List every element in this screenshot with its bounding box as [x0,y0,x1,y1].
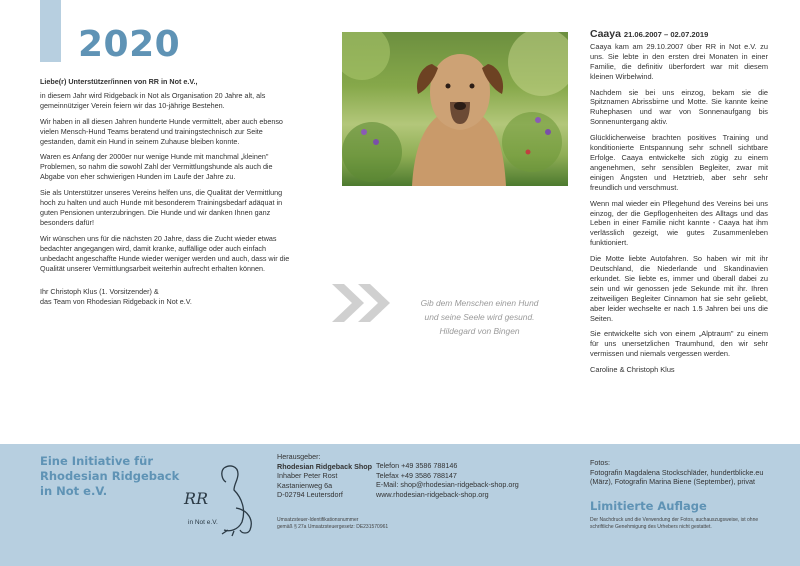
intro-paragraph: Wir wünschen uns für die nächsten 20 Jahre, dass die Zucht wieder etwas bedachter angegangen wird, damit kranke, auffällige oder auch einfach unbedacht angeschaffte Hunde wieder weniger werden und auch, dass wir die Qualität unserer Vermittlungsarbeit weiterhin aufrecht erhalten können. [40,233,290,273]
story-paragraph: Sie entwickelte sich von einem „Alptraum" zu einem für uns unersetzlichen Traumhund, den wir sehr vermissen und niemals vergessen werden. [590,329,768,359]
quote-author: Hildegard von Bingen [439,326,520,336]
publisher-owner: Inhaber Peter Rost [277,471,338,480]
dog-photo [342,32,568,186]
svg-text:RR: RR [184,489,209,508]
quote-line: Gib dem Menschen einen Hund [420,298,539,308]
signature-line: das Team von Rhodesian Ridgeback in Not e.V. [40,297,192,307]
svg-text:in Not e.V.: in Not e.V. [188,519,218,526]
quote-block [412,296,547,338]
contact-fax: Telefax +49 3586 788147 [376,470,457,480]
publisher-company: Rhodesian Ridgeback Shop [277,461,373,471]
limited-edition-title: Limitierte Auflage [590,499,707,513]
chevron-arrows-icon [332,280,402,326]
dog-dates: 21.06.2007 – 02.07.2019 [623,30,709,39]
publisher-street: Kastanienweg 6a [277,480,333,490]
story-paragraph: Glücklicherweise brachten positives Training und konditionierte Entspannung sehr schnell sichtbare Erfolge. Caaya entwickelte sich zügig zu einem angenehmen, sehr sensiblen Begleiter, zwar mit einigen Ängsten und Hetztrieb, aber sehr sehr freundlich und verschmust. [590,133,768,192]
story-closing: Caroline & Christoph Klus [590,365,675,375]
story-paragraph: Caaya kam am 29.10.2007 über RR in Not e.V. zu uns. Sie lebte in den ersten drei Monaten in einer Familie, die definitiv überfordert war mit diesem kleinen Wirbelwind. [590,41,768,81]
intro-signature [40,287,298,307]
signature-line: Ihr Christoph Klus (1. Vorsitzender) & [40,287,159,297]
story-paragraph: Wenn mal wieder ein Pflegehund des Vereins bei uns einzog, der die Gepflogenheiten des Alltags und das Leben in einer Familie nicht kannte - Caaya hat ihm verlässlich gezeigt, wie gutes Zusammenleben funktioniert. [590,198,768,248]
tax-info [277,517,388,531]
copyright-note: Der Nachdruck und die Verwendung der Fotos, auchauszugsweise, ist ohne schriftliche Genehmigung des Urhebers nicht gestattet. [590,517,759,530]
intro-paragraph: Waren es Anfang der 2000er nur wenige Hunde mit manchmal „kleinen" Problemen, so nahm die sowohl Zahl der Vermittlungshunde als auch die Abgabe von eher schwierigen Hunden im Laufe der Jahre zu. [40,152,273,182]
contact-phone: Telefon +49 3586 788146 [376,461,458,470]
photo-credits [590,458,780,487]
quote-line: und seine Seele wird gesund. [424,312,535,322]
rr-logo-icon [178,458,262,542]
accent-bar [40,0,61,62]
tax-line: gemäß § 27a Umsatzsteuergesetz: DE231570961 [277,524,389,530]
initiative-title [40,454,200,499]
initiative-line: Rhodesian Ridgeback [40,469,180,483]
story-paragraph: Nachdem sie bei uns einzog, bekam sie die Spitznamen Abrissbirne und Motte. Sie kannte keine Ruhephasen und war von Sonnenaufgang bis Sonnenuntergang aktiv. [590,87,768,127]
photos-label: Fotos: [590,458,610,467]
story-paragraph: Die Motte liebte Autofahren. So haben wir mit ihr Deutschland, die Niederlande und Skandinavien erkundet. Sie liebte es, immer und überall dabei zu sein und wir genossen jede Sekunde mit ihr. Ihren zeitweiligen Begleiter Cinnamon hat sie sehr geliebt, aber leider wechselte er nach 1.5 Jahren bei uns die Seiten. [590,254,768,323]
initiative-line: in Not e.V. [40,484,108,498]
intro-greeting: Liebe(r) Unterstützer/innen von RR in Not e.V., [40,77,198,86]
publisher-city: D-02794 Leutersdorf [277,490,343,499]
intro-paragraph: Wir haben in all diesen Jahren hunderte Hunde vermittelt, aber auch ebenso vielen Mensch-Hund Teams beratend und trainingstechnisch zur Seite gestanden, damit ein Hund in seinem Zuhause bleiben konnte. [40,116,283,146]
intro-paragraph: in diesem Jahr wird Ridgeback in Not als Organisation 20 Jahre alt, als gemeinnütziger Verein feiern wir das 10-jährige Bestehen. [40,90,266,110]
intro-paragraph: Sie als Unterstützer unseres Vereins helfen uns, die Qualität der Vermittlung hoch zu halten und auch Hunde mit besonderem Trainingsbedarf adäquat in guten Pensionen unterzubringen. Die Hunde und wir danken Ihnen ganz besonders dafür! [40,188,283,227]
contact-website[interactable]: www.rhodesian-ridgeback-shop.org [376,489,489,499]
publisher-label: Herausgeber: [277,452,321,461]
tax-line: Umsatzsteuer-Identifikationsnummer [277,517,359,523]
story-heading [590,30,768,40]
page-year: 2020 [78,24,181,65]
photos-credit: Fotografin Magdalena Stockschläder, hundertblicke.eu (März), Fotografin Marina Biene (September), privat [590,467,764,486]
initiative-line: Eine Initiative für [40,454,153,468]
contact-info [376,461,519,499]
contact-email[interactable]: E-Mail: shop@rhodesian-ridgeback-shop.org [376,480,519,489]
footer [0,444,800,566]
dog-name: Caaya [590,28,621,40]
memorial-story [590,30,768,381]
publisher-info [277,452,372,500]
intro-letter [40,77,298,313]
